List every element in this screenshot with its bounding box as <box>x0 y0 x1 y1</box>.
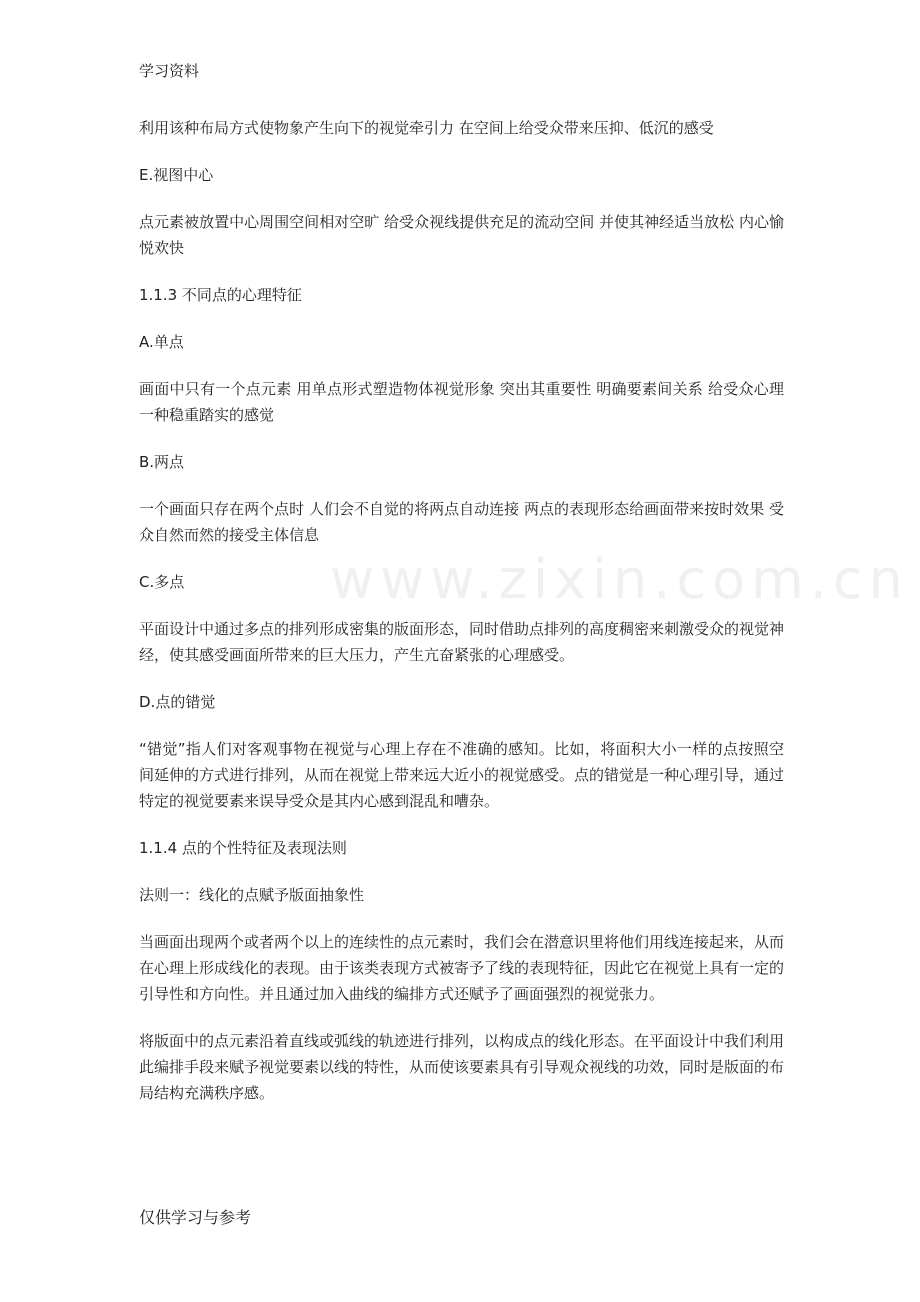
paragraph-multiple-points: 平面设计中通过多点的排列形成密集的版面形态，同时借助点排列的高度稠密来刺激受众的视觉神经，使其感受画面所带来的巨大压力，产生亢奋紧张的心理感受。 <box>139 620 785 664</box>
paragraph-rule-one-a: 当画面出现两个或者两个以上的连续性的点元素时，我们会在潜意识里将他们用线连接起来，从而在心理上形成线化的表现。由于该类表现方式被寄予了线的表现特征，因此它在视觉上具有一定的引导性和方向性。并且通过加入曲线的编排方式还赋予了画面强烈的视觉张力。 <box>139 933 785 1003</box>
heading-single-point: A.单点 <box>139 333 184 351</box>
heading-rule-one: 法则一：线化的点赋予版面抽象性 <box>139 886 365 904</box>
heading-multiple-points: C.多点 <box>139 573 185 591</box>
page-footer: 仅供学习与参考 <box>139 1208 252 1227</box>
section-heading-1-1-3: 1.1.3 不同点的心理特征 <box>139 286 302 304</box>
heading-view-center: E.视图中心 <box>139 166 214 184</box>
section-heading-1-1-4: 1.1.4 点的个性特征及表现法则 <box>139 839 347 857</box>
heading-two-points: B.两点 <box>139 453 185 471</box>
paragraph-single-point: 画面中只有一个点元素 用单点形式塑造物体视觉形象 突出其重要性 明确要素间关系 给受众心理一种稳重踏实的感觉 <box>139 380 784 424</box>
paragraph-two-points: 一个画面只存在两个点时 人们会不自觉的将两点自动连接 两点的表现形态给画面带来按时效果 受众自然而然的接受主体信息 <box>139 500 784 544</box>
paragraph-view-center: 点元素被放置中心周围空间相对空旷 给受众视线提供充足的流动空间 并使其神经适当放松 内心愉悦欢快 <box>139 213 784 257</box>
paragraph-layout-downward: 利用该种布局方式使物象产生向下的视觉牵引力 在空间上给受众带来压抑、低沉的感受 <box>139 119 714 137</box>
watermark: www.zixin.com.cn <box>330 548 909 611</box>
paragraph-rule-one-b: 将版面中的点元素沿着直线或弧线的轨迹进行排列，以构成点的线化形态。在平面设计中我们利用此编排手段来赋予视觉要素以线的特性，从而使该要素具有引导观众视线的功效，同时是版面的布局结构充满秩序感。 <box>139 1032 785 1102</box>
heading-point-illusion: D.点的错觉 <box>139 693 216 711</box>
document-body <box>139 115 784 1127</box>
paragraph-point-illusion: “错觉”指人们对客观事物在视觉与心理上存在不准确的感知。比如，将面积大小一样的点按照空间延伸的方式进行排列，从而在视觉上带来远大近小的视觉感受。点的错觉是一种心理引导，通过特定的视觉要素来误导受众是其内心感到混乱和嘈杂。 <box>139 740 785 810</box>
page-header: 学习资料 <box>139 62 200 80</box>
